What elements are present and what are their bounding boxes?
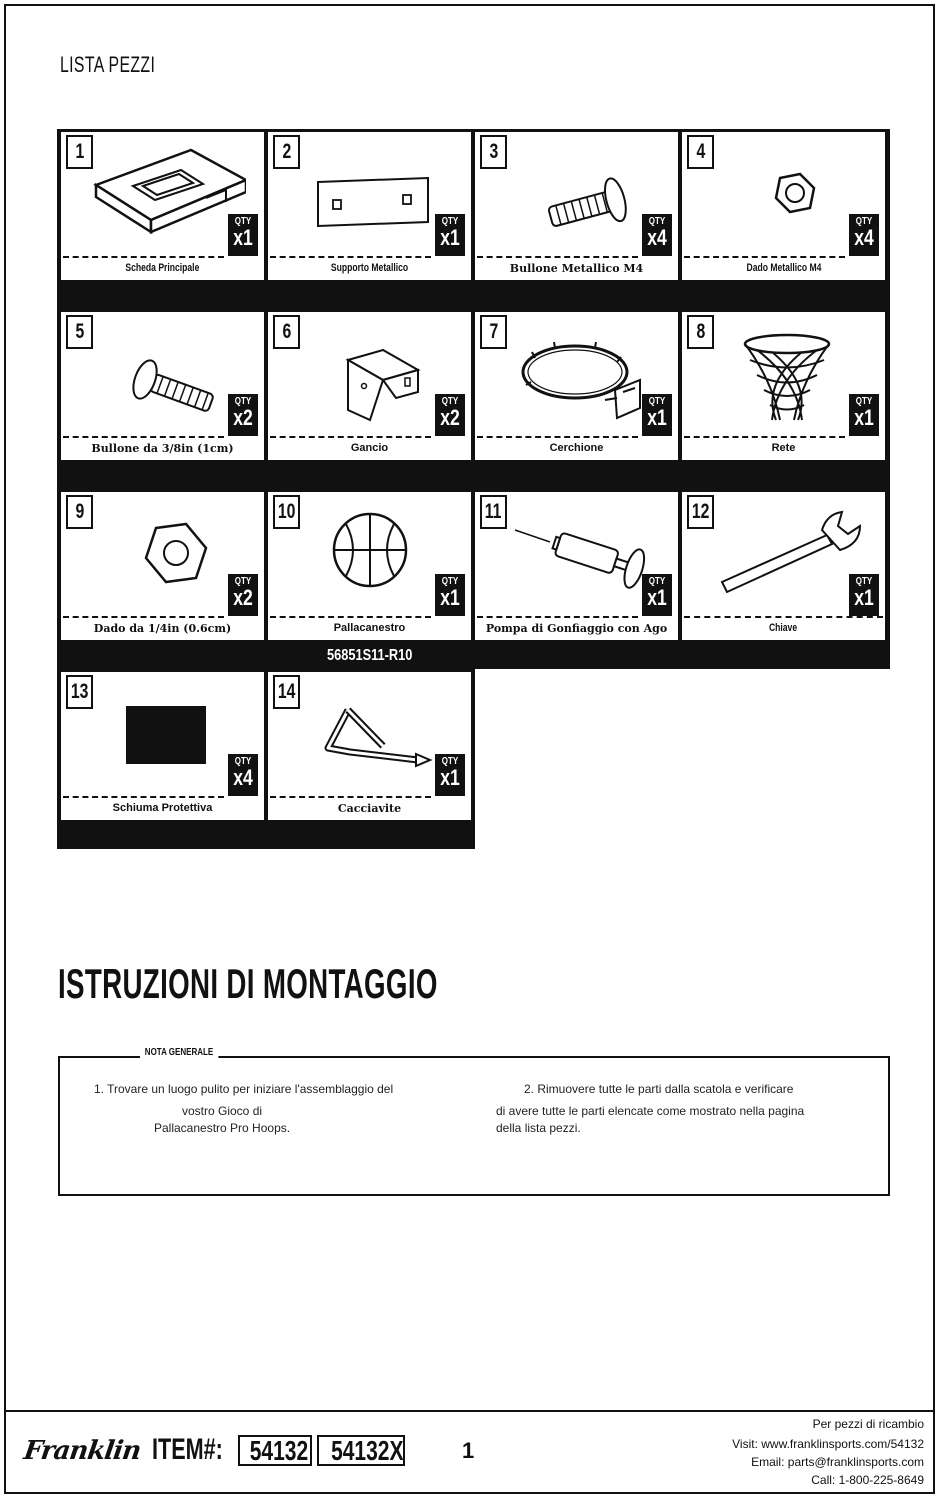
part-cell-1 <box>61 132 264 280</box>
spare-parts-text: Per pezzi di ricambio <box>812 1417 924 1431</box>
foam-pad-illustration <box>81 680 246 790</box>
qty-badge: QTY x1 <box>642 574 672 616</box>
part-name: Rete <box>771 442 796 454</box>
qty-badge: QTY x1 <box>435 574 465 616</box>
assembly-title: ISTRUZIONI DI MONTAGGIO <box>58 960 438 1007</box>
divider <box>477 436 638 438</box>
divider <box>270 616 431 618</box>
qty-badge: QTY x4 <box>642 214 672 256</box>
parts-list-title: LISTA PEZZI <box>60 52 156 77</box>
part-cell-9 <box>61 492 264 640</box>
part-number: 12 <box>687 495 714 529</box>
part-cell-4 <box>682 132 885 280</box>
note-label: NOTA GENERALE <box>140 1047 218 1058</box>
general-note-box <box>58 1047 890 1196</box>
visit-url[interactable]: Visit: www.franklinsports.com/54132 <box>732 1437 924 1451</box>
part-name: Bullone Metallico M4 <box>509 262 644 275</box>
divider <box>63 616 224 618</box>
metal-bracket-illustration <box>288 140 453 250</box>
part-cell-10 <box>268 492 471 640</box>
parts-row-3 <box>57 489 890 669</box>
qty-badge: QTY x1 <box>435 754 465 796</box>
part-number: 10 <box>273 495 300 529</box>
pump-illustration <box>495 500 660 610</box>
divider <box>684 256 845 258</box>
item-label: ITEM#: <box>152 1433 223 1466</box>
divider <box>684 616 883 618</box>
part-number: 8 <box>687 315 714 349</box>
part-name: Chiave <box>769 622 798 634</box>
note-2-line-1: 2. Rimuovere tutte le parti dalla scatola e verificare <box>524 1082 794 1096</box>
parts-row-2 <box>57 309 890 489</box>
nut-1-4-illustration <box>81 500 246 610</box>
item-number-1: 54132 <box>238 1435 312 1466</box>
divider <box>684 436 845 438</box>
qty-badge: QTY x2 <box>228 394 258 436</box>
note-2-line-2: di avere tutte le parti elencate come mostrato nella pagina <box>496 1104 805 1118</box>
m4-bolt-illustration <box>495 140 660 250</box>
part-name: Cacciavite <box>337 802 402 815</box>
franklin-logo: Franklin <box>21 1436 143 1466</box>
part-name: Schiuma Protettiva <box>112 802 213 814</box>
divider <box>270 796 431 798</box>
divider <box>270 256 431 258</box>
parts-row-4 <box>57 669 475 849</box>
wrench-illustration <box>702 500 867 610</box>
main-board-illustration <box>81 140 246 250</box>
note-2-line-3: della lista pezzi. <box>496 1121 581 1135</box>
part-number: 1 <box>66 135 93 169</box>
footer-divider <box>6 1410 935 1412</box>
m4-nut-illustration <box>702 140 867 250</box>
part-number: 7 <box>480 315 507 349</box>
part-name: Scheda Principale <box>125 262 200 274</box>
part-name: Dado da 1/4in (0.6cm) <box>93 622 232 635</box>
part-name: Gancio <box>350 442 389 454</box>
part-cell-2 <box>268 132 471 280</box>
part-number: 5 <box>66 315 93 349</box>
part-number: 4 <box>687 135 714 169</box>
qty-badge: QTY x1 <box>435 214 465 256</box>
part-name: Bullone da 3/8in (1cm) <box>91 442 234 455</box>
contact-phone: Call: 1-800-225-8649 <box>811 1473 924 1487</box>
qty-badge: QTY x1 <box>228 214 258 256</box>
part-cell-12 <box>682 492 885 640</box>
qty-badge: QTY x1 <box>849 394 879 436</box>
document-code: 56851S11-R10 <box>327 647 413 664</box>
divider <box>477 616 638 618</box>
part-name: Supporto Metallico <box>330 262 409 274</box>
parts-row-1 <box>57 129 890 309</box>
part-number: 14 <box>273 675 300 709</box>
hook-illustration <box>288 320 453 430</box>
part-number: 3 <box>480 135 507 169</box>
part-name: Pallacanestro <box>333 622 406 634</box>
qty-badge: QTY x4 <box>849 214 879 256</box>
part-number: 11 <box>480 495 507 529</box>
page-number: 1 <box>462 1438 475 1463</box>
parts-grid <box>57 129 890 849</box>
divider <box>477 256 638 258</box>
qty-badge: QTY x2 <box>228 574 258 616</box>
note-1-line-1: 1. Trovare un luogo pulito per iniziare l'assemblaggio del <box>94 1082 394 1096</box>
part-cell-5 <box>61 312 264 460</box>
part-cell-8 <box>682 312 885 460</box>
part-number: 2 <box>273 135 300 169</box>
part-number: 13 <box>66 675 93 709</box>
qty-badge: QTY x4 <box>228 754 258 796</box>
screwdriver-illustration <box>288 680 453 790</box>
part-name: Pompa di Gonfiaggio con Ago <box>485 622 668 635</box>
bolt-3-8-illustration <box>81 320 246 430</box>
net-illustration <box>702 320 867 430</box>
contact-email[interactable]: Email: parts@franklinsports.com <box>751 1455 924 1469</box>
divider <box>63 436 224 438</box>
part-name: Dado Metallico M4 <box>746 262 821 274</box>
part-number: 6 <box>273 315 300 349</box>
qty-badge: QTY x1 <box>642 394 672 436</box>
part-cell-3 <box>475 132 678 280</box>
divider <box>270 436 431 438</box>
part-cell-13 <box>61 672 264 820</box>
rim-illustration <box>495 320 660 430</box>
basketball-illustration <box>288 500 453 610</box>
qty-badge: QTY x1 <box>849 574 879 616</box>
part-cell-6 <box>268 312 471 460</box>
qty-badge: QTY x2 <box>435 394 465 436</box>
part-name: Cerchione <box>549 442 604 454</box>
note-1-line-2: vostro Gioco di <box>182 1104 263 1118</box>
note-1-line-3: Pallacanestro Pro Hoops. <box>154 1121 291 1135</box>
part-cell-7 <box>475 312 678 460</box>
part-cell-11 <box>475 492 678 640</box>
part-cell-14 <box>268 672 471 820</box>
divider <box>63 796 224 798</box>
divider <box>63 256 224 258</box>
part-number: 9 <box>66 495 93 529</box>
item-number-2: 54132X <box>317 1435 405 1466</box>
